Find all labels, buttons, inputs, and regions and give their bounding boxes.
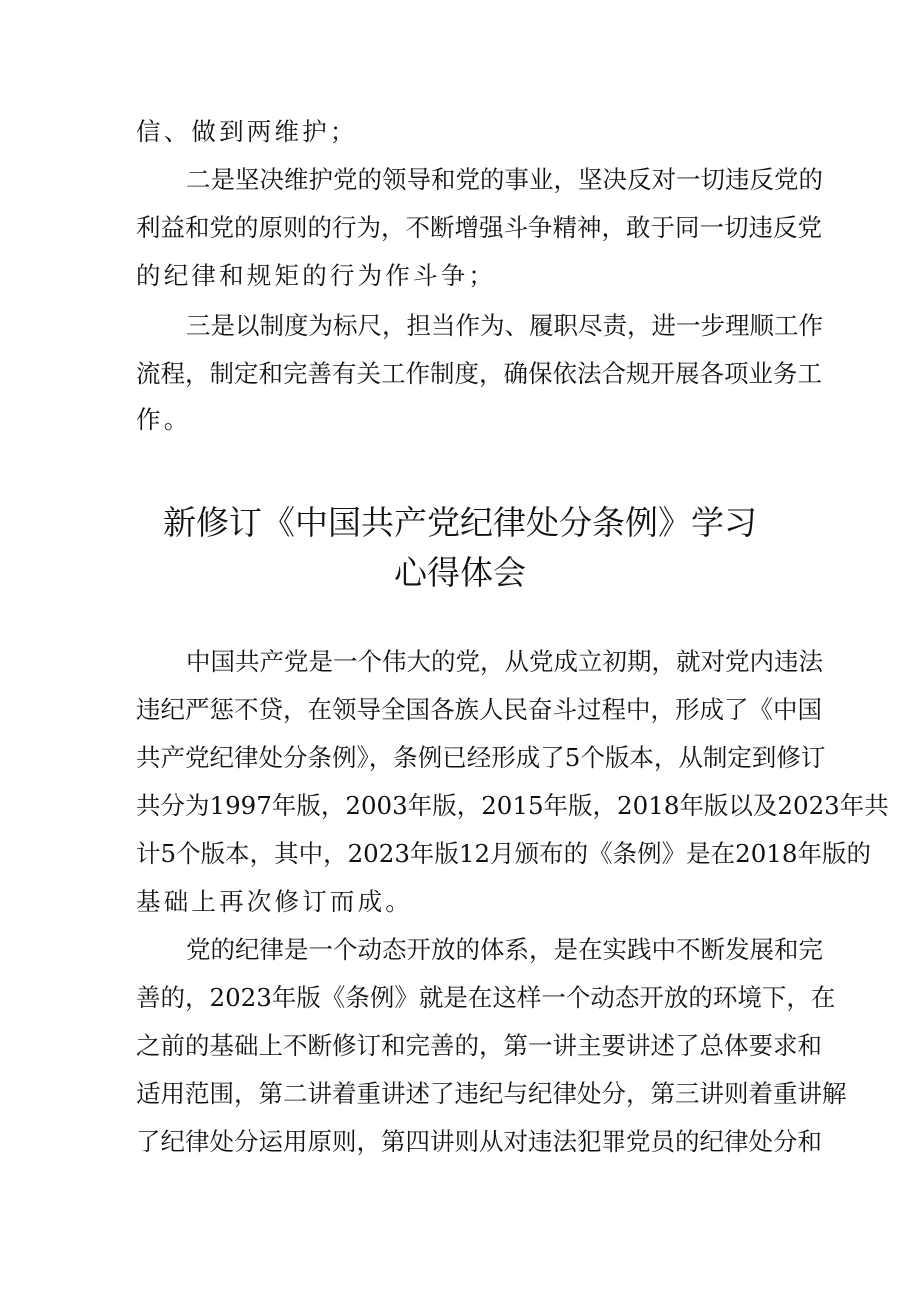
upper-line-1: 信、做到两维护； (136, 117, 358, 146)
article-title-line-2: 心得体会 (394, 553, 526, 592)
p2-line-3: 之前的基础上不断修订和完善的，第一讲主要讲述了总体要求和 (136, 1031, 822, 1060)
p1-line-3: 共产党纪律处分条例》，条例已经形成了5个版本，从制定到修订 (136, 743, 826, 772)
upper-line-5: 三是以制度为标尺，担当作为、履职尽责，进一步理顺工作 (186, 311, 823, 340)
upper-line-7: 作。 (136, 405, 192, 434)
p2-line-2: 善的，2023年版《条例》就是在这样一个动态开放的环境下，在 (136, 983, 836, 1012)
p1-line-6: 基础上再次修订而成。 (136, 887, 413, 916)
p2-line-4: 适用范围，第二讲着重讲述了违纪与纪律处分，第三讲则着重讲解 (136, 1079, 847, 1108)
upper-line-4: 的纪律和规矩的行为作斗争； (136, 261, 497, 290)
p2-line-5: 了纪律处分运用原则，第四讲则从对违法犯罪党员的纪律处分和 (136, 1127, 822, 1156)
upper-line-2: 二是坚决维护党的领导和党的事业，坚决反对一切违反党的 (186, 165, 823, 194)
article-title-line-1: 新修订《中国共产党纪律处分条例》学习 (163, 503, 757, 542)
p1-line-1: 中国共产党是一个伟大的党，从党成立初期，就对党内违法 (186, 647, 823, 676)
upper-line-3: 利益和党的原则的行为，不断增强斗争精神，敢于同一切违反党 (136, 213, 822, 242)
p1-line-4: 共分为1997年版，2003年版，2015年版，2018年版以及2023年共 (136, 791, 889, 820)
p1-line-2: 违纪严惩不贷，在领导全国各族人民奋斗过程中，形成了《中国 (136, 695, 822, 724)
p2-line-1: 党的纪律是一个动态开放的体系，是在实践中不断发展和完 (186, 935, 823, 964)
p1-line-5: 计5个版本，其中，2023年版12月颁布的《条例》是在2018年版的 (136, 839, 871, 868)
upper-line-6: 流程，制定和完善有关工作制度，确保依法合规开展各项业务工 (136, 359, 822, 388)
